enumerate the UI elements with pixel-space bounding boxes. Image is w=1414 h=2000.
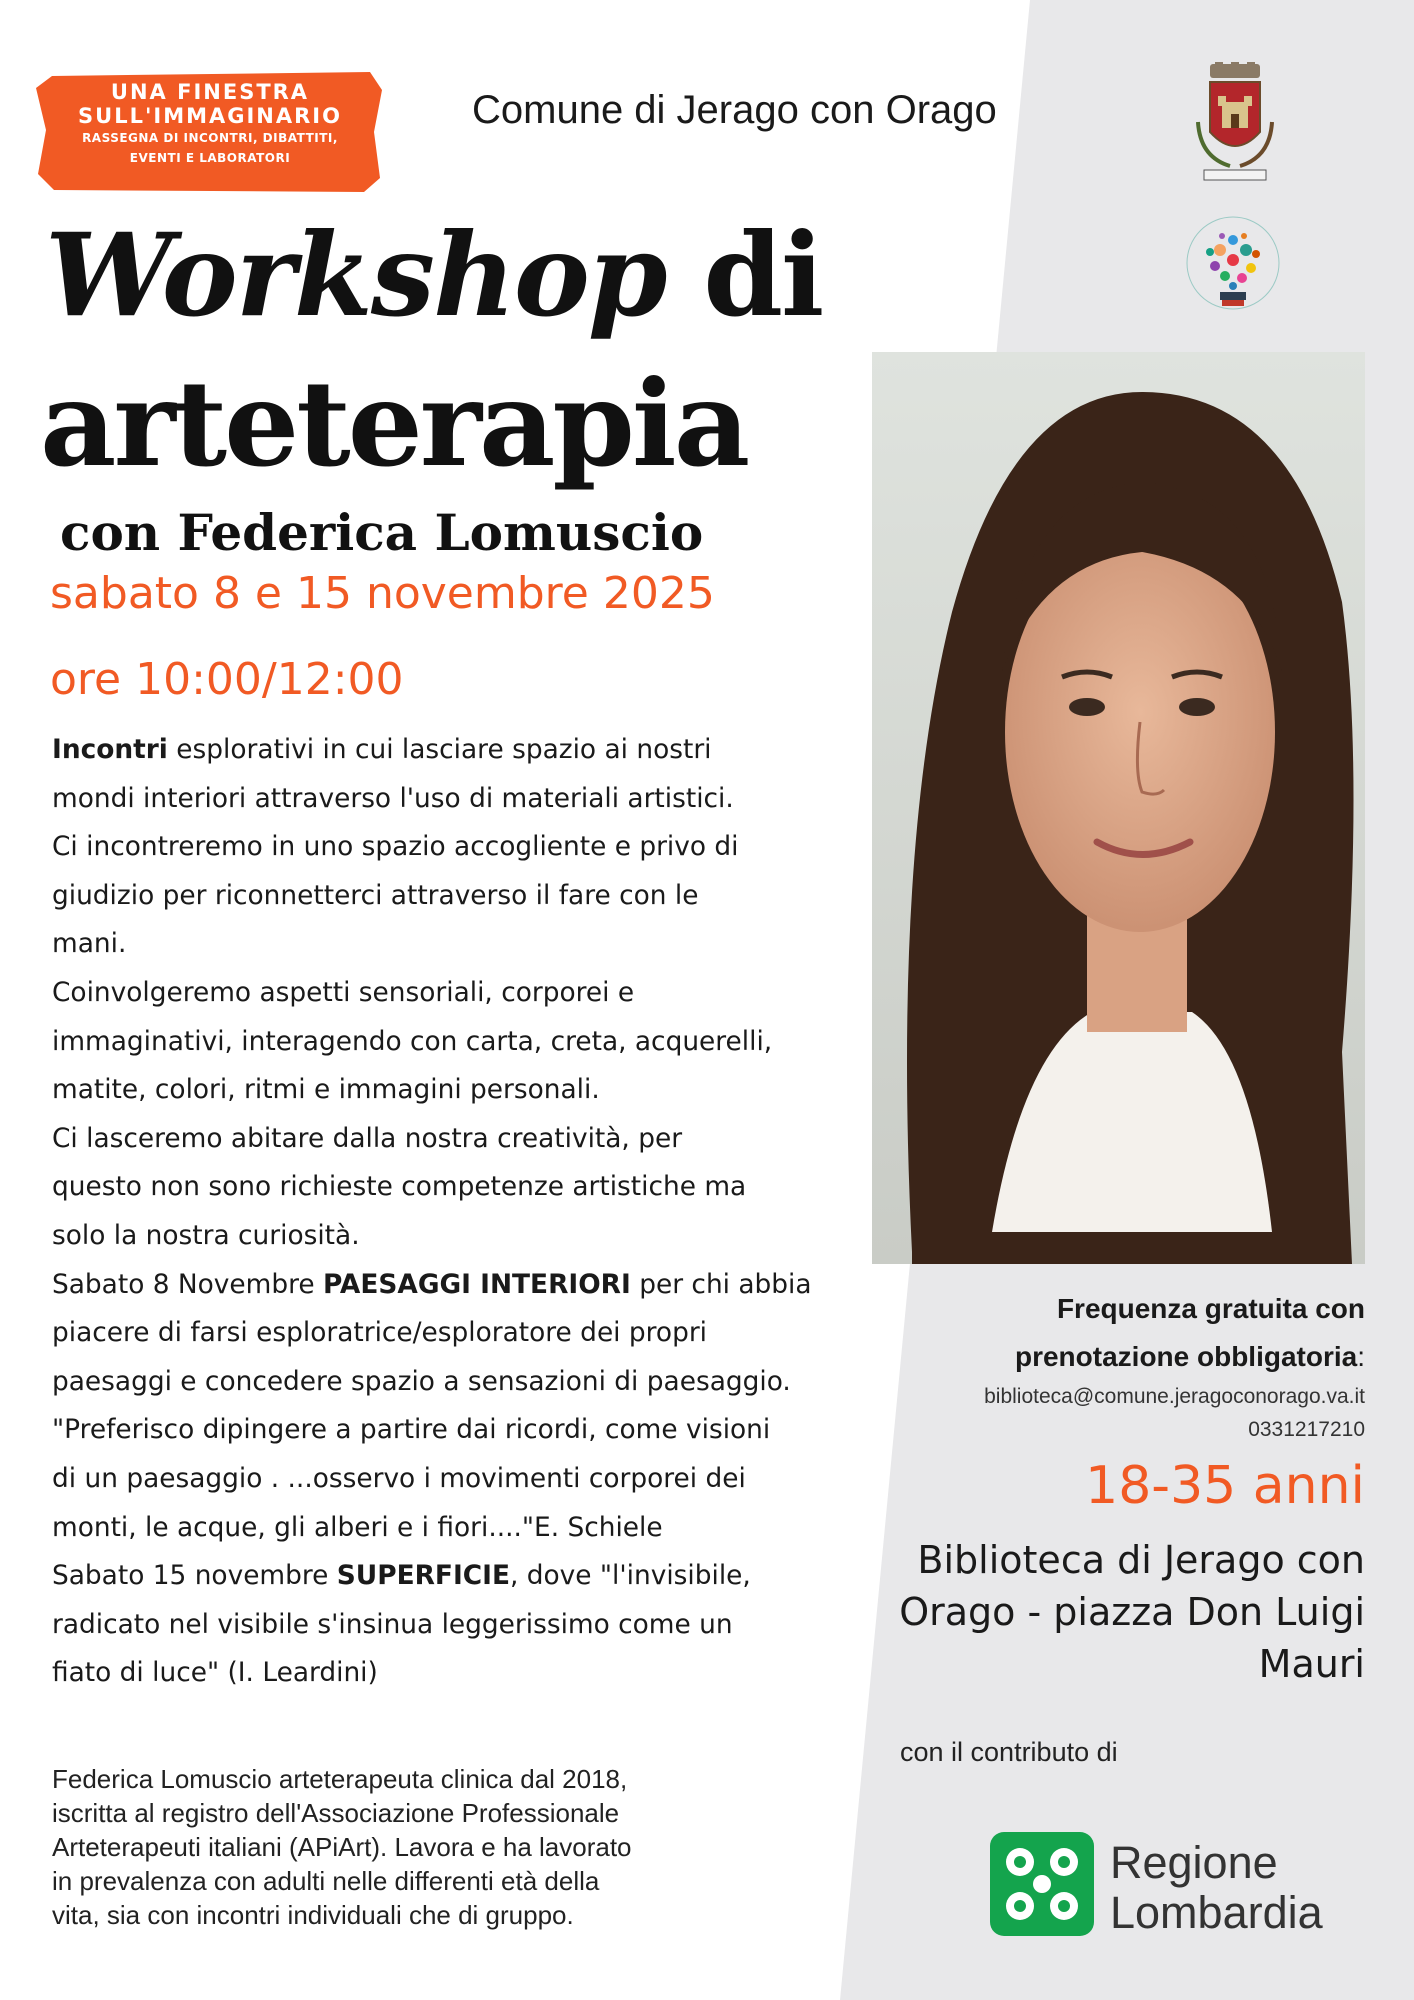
badge-line-1: UNA FINESTRA bbox=[110, 80, 310, 104]
description-line: paesaggi e concedere spazio a sensazioni di paesaggio. bbox=[52, 1365, 791, 1397]
contact-phone[interactable]: 0331217210 bbox=[1248, 1418, 1365, 1441]
page-subtitle: con Federica Lomuscio bbox=[60, 503, 704, 562]
description-line: radicato nel visibile s'insinua leggerissimo come un bbox=[52, 1608, 733, 1640]
description-bold: Incontri bbox=[52, 734, 168, 765]
description-bold: PAESAGGI INTERIORI bbox=[323, 1268, 631, 1300]
badge-line-2: SULL'IMMAGINARIO bbox=[78, 104, 342, 128]
regione-lombardia-logo-icon bbox=[990, 1832, 1094, 1936]
description-line: fiato di luce" (I. Leardini) bbox=[52, 1657, 378, 1689]
description-text: Sabato 8 Novembre bbox=[52, 1268, 324, 1300]
badge-line-4: EVENTI E LABORATORI bbox=[129, 151, 291, 165]
age-range: 18-35 anni bbox=[1085, 1456, 1365, 1516]
description-line: Ci lasceremo abitare dalla nostra creatività, per bbox=[52, 1122, 683, 1154]
description-line: monti, le acque, gli alberi e i fiori...."E. Schiele bbox=[52, 1511, 663, 1543]
description-text: Sabato 15 novembre bbox=[52, 1560, 337, 1592]
event-date: sabato 8 e 15 novembre 2025 bbox=[50, 568, 715, 619]
booking-line-2 bbox=[830, 1333, 1365, 1381]
booking-info bbox=[830, 1285, 1365, 1381]
library-logo-icon bbox=[1180, 210, 1286, 326]
bio-line: vita, sia con incontri individuali che di gruppo. bbox=[52, 1900, 574, 1930]
description-line bbox=[52, 1261, 852, 1310]
description-line: matite, colori, ritmi e immagini personali. bbox=[52, 1074, 600, 1106]
venue-address bbox=[820, 1534, 1365, 1690]
description-line: giudizio per riconnetterci attraverso il fare con le bbox=[52, 879, 699, 911]
description-line: di un paesaggio . ...osservo i movimenti corporei dei bbox=[52, 1462, 746, 1494]
booking-line-1: Frequenza gratuita con bbox=[1056, 1293, 1365, 1324]
regione-line-2: Lombardia bbox=[1110, 1887, 1323, 1938]
description-text: per chi abbia bbox=[630, 1268, 812, 1300]
venue-line: Biblioteca di Jerago con bbox=[917, 1538, 1365, 1582]
page-title-line-2: arteterapia bbox=[40, 354, 748, 493]
description-text: , dove "l'invisibile, bbox=[510, 1560, 751, 1592]
bio-line: Arteterapeuti italiani (APiArt). Lavora e ha lavorato bbox=[52, 1832, 632, 1862]
municipality-name: Comune di Jerago con Orago bbox=[472, 88, 997, 132]
regione-lombardia-name bbox=[1110, 1838, 1323, 1938]
description-text: esplorativi in cui lasciare spazio ai nostri bbox=[167, 734, 712, 765]
speaker-photo bbox=[872, 352, 1365, 1264]
description-line bbox=[52, 1552, 852, 1601]
booking-required: prenotazione obbligatoria bbox=[1014, 1341, 1358, 1372]
event-description bbox=[52, 726, 852, 1698]
venue-line: Mauri bbox=[1258, 1642, 1365, 1686]
description-line: "Preferisco dipingere a partire dai ricordi, come visioni bbox=[52, 1414, 771, 1446]
event-time: ore 10:00/12:00 bbox=[50, 654, 404, 705]
description-line: Coinvolgeremo aspetti sensoriali, corporei e bbox=[52, 976, 635, 1008]
contribution-label: con il contributo di bbox=[900, 1737, 1118, 1767]
description-line: Ci incontreremo in uno spazio accogliente e privo di bbox=[52, 831, 739, 863]
bio-line: Federica Lomuscio arteterapeuta clinica dal 2018, bbox=[52, 1764, 628, 1794]
municipal-crest-icon bbox=[1190, 62, 1280, 197]
description-line: mani. bbox=[52, 928, 127, 960]
description-line bbox=[52, 726, 852, 775]
description-line: immaginativi, interagendo con carta, creta, acquerelli, bbox=[52, 1025, 773, 1057]
badge-line-3: RASSEGNA DI INCONTRI, DIBATTITI, bbox=[82, 131, 338, 145]
title-workshop: Workshop bbox=[45, 208, 666, 342]
description-line: piacere di farsi esploratrice/esploratore dei propri bbox=[52, 1317, 707, 1349]
description-line: solo la nostra curiosità. bbox=[52, 1219, 360, 1251]
description-line: mondi interiori attraverso l'uso di materiali artistici. bbox=[52, 782, 734, 814]
bio-line: iscritta al registro dell'Associazione Professionale bbox=[52, 1798, 620, 1828]
bio-line: in prevalenza con adulti nelle differenti età della bbox=[52, 1866, 600, 1896]
contact-email[interactable]: biblioteca@comune.jeragoconorago.va.it bbox=[984, 1385, 1365, 1408]
venue-line: Orago - piazza Don Luigi bbox=[899, 1590, 1365, 1634]
contact-info bbox=[800, 1380, 1365, 1446]
description-line: questo non sono richieste competenze artistiche ma bbox=[52, 1171, 747, 1203]
page-title-line-1 bbox=[45, 208, 823, 342]
booking-colon: : bbox=[1357, 1341, 1365, 1372]
speaker-bio bbox=[52, 1762, 772, 1932]
title-di: di bbox=[665, 208, 823, 342]
description-bold: SUPERFICIE bbox=[336, 1560, 510, 1592]
badge-text bbox=[40, 80, 380, 168]
regione-line-1: Regione bbox=[1110, 1837, 1278, 1888]
